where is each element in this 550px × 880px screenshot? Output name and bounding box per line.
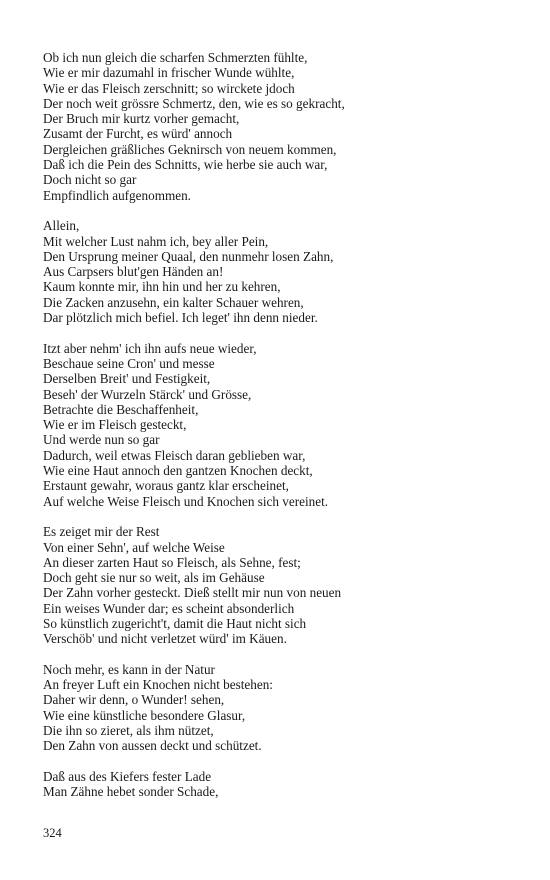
verse-line: Die Zacken anzusehn, ein kalter Schauer wehren, xyxy=(43,294,304,310)
stanza xyxy=(43,50,523,203)
verse-line: So künstlich zugericht't, damit die Haut nicht sich xyxy=(43,615,307,631)
verse-line: Mit welcher Lust nahm ich, bey aller Pein, xyxy=(43,233,269,249)
stanza xyxy=(43,218,523,325)
verse-line: Verschöb' und nicht verletzet würd' im Käuen. xyxy=(43,631,287,647)
page-number: 324 xyxy=(43,826,62,840)
verse-line: Die ihn so zieret, als ihm nützet, xyxy=(43,723,214,739)
verse-line: An freyer Luft ein Knochen nicht bestehen: xyxy=(43,677,273,693)
verse-line: Doch geht sie nur so weit, als im Gehäuse xyxy=(43,570,265,586)
stanza xyxy=(43,524,523,646)
verse-line: Dadurch, weil etwas Fleisch daran geblieben war, xyxy=(43,447,306,463)
verse-line: Empfindlich aufgenommen. xyxy=(43,187,191,203)
verse-line: Den Ursprung meiner Quaal, den nunmehr losen Zahn, xyxy=(43,248,334,264)
verse-line: An dieser zarten Haut so Fleisch, als Sehne, fest; xyxy=(43,554,301,570)
verse-line: Wie eine künstliche besondere Glasur, xyxy=(43,707,246,723)
verse-line: Auf welche Weise Fleisch und Knochen sich vereinet. xyxy=(43,493,329,509)
verse-line: Den Zahn von aussen deckt und schützet. xyxy=(43,738,262,754)
verse-line: Und werde nun so gar xyxy=(43,432,160,448)
verse-line: Daher wir denn, o Wunder! sehen, xyxy=(43,692,225,708)
verse-line: Allein, xyxy=(43,218,80,234)
verse-line: Betrachte die Beschaffenheit, xyxy=(43,401,199,417)
verse-line: Dar plötzlich mich befiel. Ich leget' ihn denn nieder. xyxy=(43,310,318,326)
verse-line: Der Zahn vorher gesteckt. Dieß stellt mir nun von neuen xyxy=(43,585,342,601)
verse-line: Itzt aber nehm' ich ihn aufs neue wieder, xyxy=(43,340,257,356)
verse-line: Wie er das Fleisch zerschnitt; so wirckete jdoch xyxy=(43,80,295,96)
poem-text xyxy=(43,50,523,815)
verse-line: Doch nicht so gar xyxy=(43,172,137,188)
verse-line: Der Bruch mir kurtz vorher gemacht, xyxy=(43,111,240,127)
verse-line: Ein weises Wunder dar; es scheint absonderlich xyxy=(43,600,295,616)
verse-line: Aus Carpsers blut'gen Händen an! xyxy=(43,264,224,280)
verse-line: Ob ich nun gleich die scharfen Schmerzten fühlte, xyxy=(43,50,308,65)
verse-line: Daß aus des Kiefers fester Lade xyxy=(43,768,212,784)
stanza xyxy=(43,769,523,800)
verse-line: Erstaunt gewahr, woraus gantz klar erscheinet, xyxy=(43,478,289,494)
verse-line: Derselben Breit' und Festigkeit, xyxy=(43,371,211,387)
verse-line: Zusamt der Furcht, es würd' annoch xyxy=(43,126,233,142)
verse-line: Der noch weit grössre Schmertz, den, wie es so gekracht, xyxy=(43,95,345,111)
verse-line: Es zeiget mir der Rest xyxy=(43,524,160,540)
verse-line: Von einer Sehn', auf welche Weise xyxy=(43,539,225,555)
verse-line: Beseh' der Wurzeln Stärck' und Grösse, xyxy=(43,386,252,402)
verse-line: Beschaue seine Cron' und messe xyxy=(43,355,215,371)
stanza xyxy=(43,662,523,754)
verse-line: Dergleichen gräßliches Geknirsch von neuem kommen, xyxy=(43,141,337,157)
verse-line: Man Zähne hebet sonder Schade, xyxy=(43,784,219,800)
verse-line: Noch mehr, es kann in der Natur xyxy=(43,661,215,677)
stanza xyxy=(43,341,523,509)
verse-line: Wie er im Fleisch gesteckt, xyxy=(43,417,187,433)
verse-line: Daß ich die Pein des Schnitts, wie herbe sie auch war, xyxy=(43,157,328,173)
verse-line: Wie eine Haut annoch den gantzen Knochen deckt, xyxy=(43,463,313,479)
verse-line: Wie er mir dazumahl in frischer Wunde wühlte, xyxy=(43,65,295,81)
verse-line: Kaum konnte mir, ihn hin und her zu kehren, xyxy=(43,279,281,295)
